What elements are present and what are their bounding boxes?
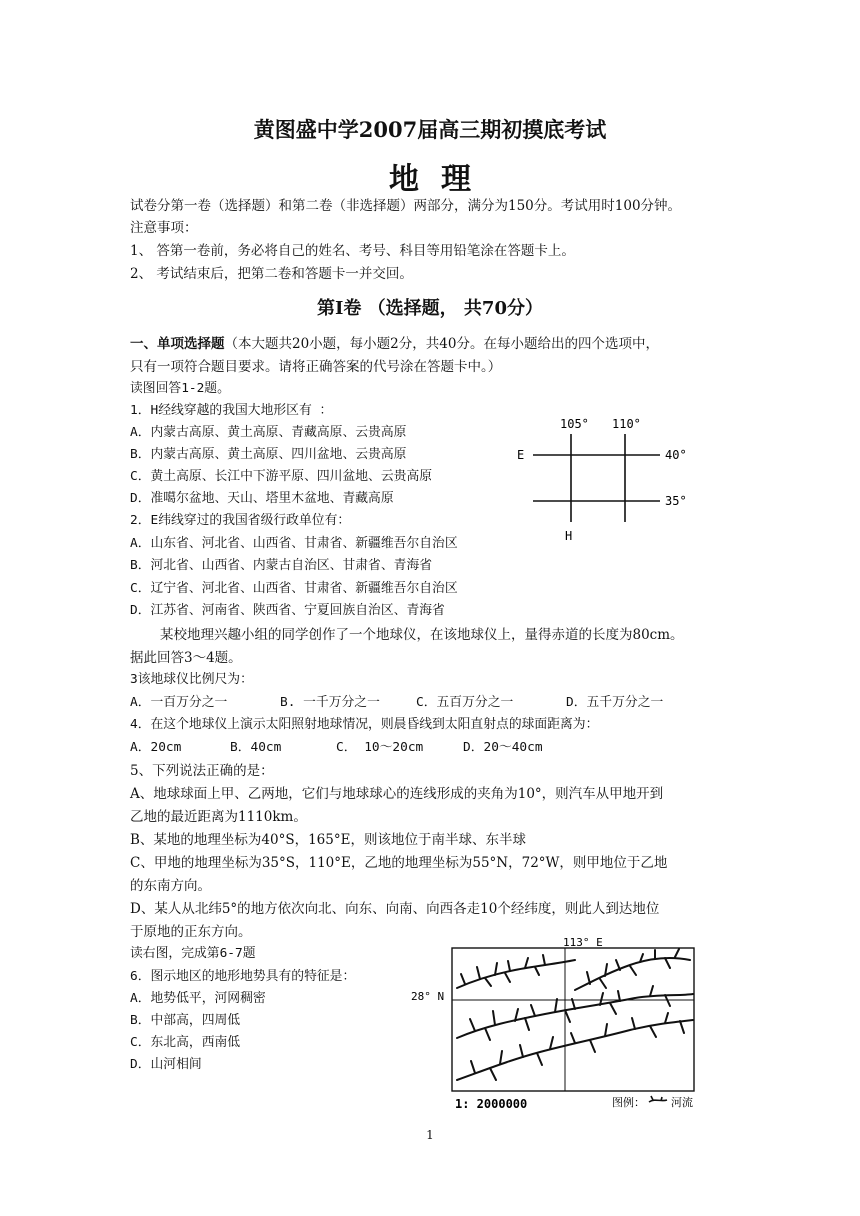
exam-title: 黄图盛中学2007届高三期初摸底考试 [253,117,607,142]
option: C．五百万分之一 [416,695,514,710]
lat-label: 28° N [411,990,445,1003]
option: 乙地的最近距离为1110km。 [130,809,307,825]
option: C．黄土高原、长江中下游平原、四川盆地、云贵高原 [130,469,433,484]
option: A、地球球面上甲、乙两地，它们与地球球心的连线形成的夹角为10°，则汽车从甲地开到 [130,786,664,802]
option: B、某地的地理坐标为40°S，165°E，则该地位于南半球、东半球 [130,832,526,848]
option: B．内蒙古高原、黄土高原、四川盆地、云贵高原 [130,447,407,462]
option: D．五千万分之一 [566,695,664,710]
notice-item: 1、 答第一卷前，务必将自己的姓名、考号、科目等用铅笔涂在答题卡上。 [130,243,575,259]
lon-label: 110° [612,417,641,431]
paragraph: 据此回答3～4题。 [130,650,242,666]
option: B．河北省、山西省、内蒙古自治区、甘肃省、青海省 [130,558,433,573]
option: A．一百万分之一 [130,695,228,710]
lat-label: 35° [665,494,687,508]
option: A．山东省、河北省、山西省、甘肃省、新疆维吾尔自治区 [130,536,458,551]
option: 于原地的正东方向。 [130,924,252,940]
question-stem: 6．图示地区的地形地势具有的特征是： [130,969,356,984]
river-network [457,949,693,1080]
option: A．20cm [130,740,182,755]
option: D．20～40cm [463,740,543,755]
options-row [130,692,663,714]
option: D、某人从北纬5°的地方依次向北、向东、向南、向西各走10个经纬度，则此人到达地位 [130,901,660,917]
e-label: E [517,448,525,462]
question-stem: 2．E纬线穿过的我国省级行政单位有： [130,513,351,528]
option: D．江苏省、河南省、陕西省、宁夏回族自治区、青海省 [130,603,445,618]
lat-lon-grid-figure [505,410,705,545]
subject-title: 地理 [389,162,493,197]
option: C．东北高，西南低 [130,1035,241,1050]
read-figure-prompt: 读图回答1-2题。 [130,381,230,396]
h-label: H [565,529,573,543]
option: B．中部高，四周低 [130,1013,241,1028]
lat-label: 40° [665,448,687,462]
option: A．地势低平，河网稠密 [130,991,266,1006]
question-stem: 3该地球仪比例尺为： [130,672,253,687]
option: C、甲地的地理坐标为35°S，110°E，乙地的地理坐标为55°N，72°W，则甲地位于乙地 [130,855,668,871]
question-stem: 4．在这个地球仪上演示太阳照射地球情况，则晨昏线到太阳直射点的球面距离为： [130,717,599,732]
map-scale: 1: 2000000 [455,1097,528,1111]
legend-label: 图例： [612,1096,645,1109]
options-row [130,737,543,759]
option: C． 10～20cm [336,740,424,755]
notice-item: 2、 考试结束后，把第二卷和答题卡一并交回。 [130,266,413,282]
option: B. 一千万分之一 [280,695,380,710]
page-number: 1 [426,1128,434,1142]
part-desc: （本大题共20小题，每小题2分，共40分。在每小题给出的四个选项中， [224,336,659,352]
question-stem: 1．H经线穿越的我国大地形区有 ： [130,403,333,418]
river-legend-icon [649,1096,667,1102]
intro-line: 试卷分第一卷（选择题）和第二卷（非选择题）两部分，满分为150分。考试用时100分钟。 [130,198,682,214]
part-heading: 一、单项选择题 [130,336,225,352]
notice-heading: 注意事项： [130,220,198,236]
lon-label: 113° E [563,936,603,949]
section-heading: 第Ⅰ卷 （选择题， 共70分） [316,298,543,319]
question-stem: 5、下列说法正确的是： [130,763,274,779]
option: D．山河相间 [130,1057,202,1072]
read-figure-prompt: 读右图，完成第6-7题 [130,946,256,961]
legend-item: 河流 [671,1096,693,1109]
option: A．内蒙古高原、黄土高原、青藏高原、云贵高原 [130,425,407,440]
part-desc: 只有一项符合题目要求。请将正确答案的代号涂在答题卡中。） [130,359,502,375]
option: D．准噶尔盆地、天山、塔里木盆地、青藏高原 [130,491,394,506]
part-instructions [130,333,659,355]
river-map-figure [405,930,710,1115]
option: C．辽宁省、河北省、山西省、甘肃省、新疆维吾尔自治区 [130,581,458,596]
lon-label: 105° [560,417,589,431]
option: B．40cm [230,740,282,755]
option: 的东南方向。 [130,878,211,894]
paragraph: 某校地理兴趣小组的同学创作了一个地球仪，在该地球仪上，量得赤道的长度为80cm。 [160,627,684,643]
